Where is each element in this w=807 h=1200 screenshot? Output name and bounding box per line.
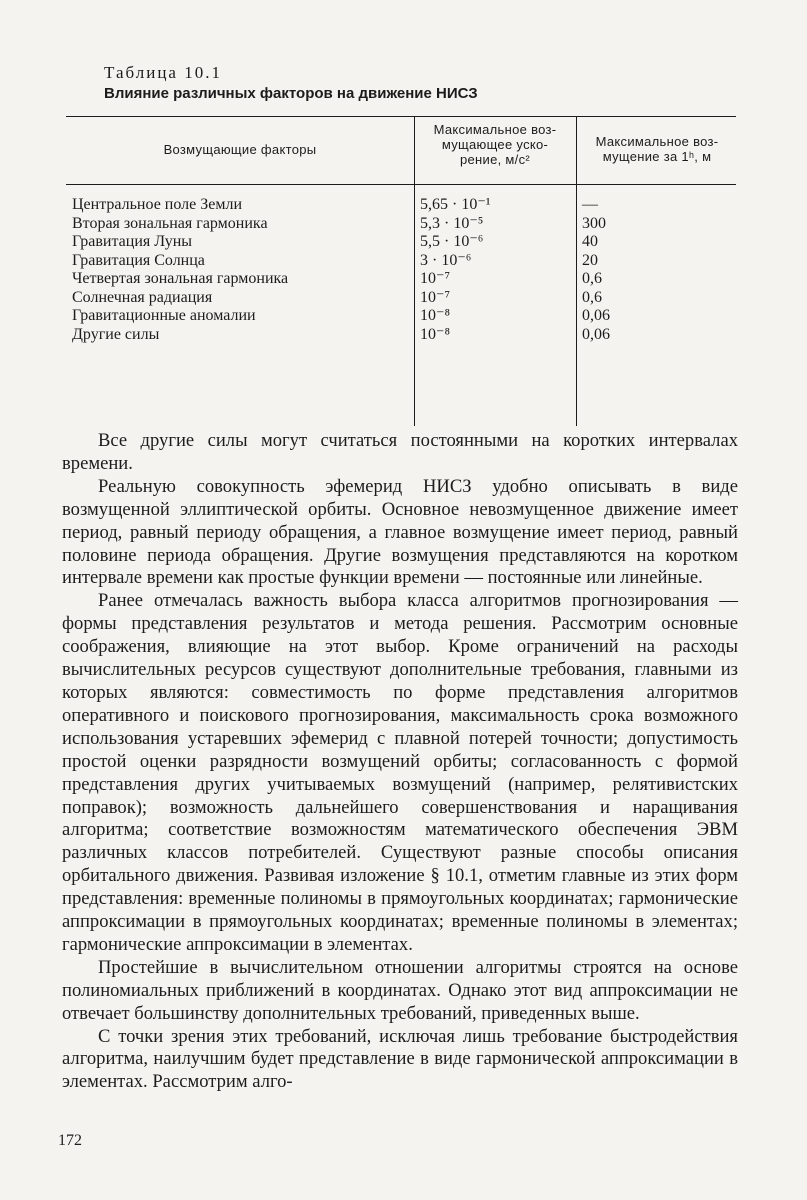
factor-cell: Солнечная радиация <box>72 288 213 306</box>
header-acceleration-line: мущающее уско- <box>441 137 549 152</box>
perturbation-table <box>66 116 736 426</box>
displacement-cell: 20 <box>582 251 598 269</box>
factor-cell: Гравитационные аномалии <box>72 307 256 324</box>
acceleration-cell: 5,3 · 10⁻⁵ <box>420 214 484 232</box>
paragraph: С точки зрения этих требований, исключая лишь требование быстродействия алгоритма, наилучшим будет представление в виде гармонической аппроксимации в элементах. Рассмотрим алго- <box>62 1025 738 1093</box>
displacement-cell: 0,6 <box>582 270 602 287</box>
factor-cell: Четвертая зональная гармоника <box>72 270 289 287</box>
paragraph: Реальную совокупность эфемерид НИСЗ удобно описывать в виде возмущенной эллиптической орбиты. Основное невозмущенное движение имеет период, равный периоду обращения, а главное возмущение имеет период, равный половине периода обращения. Другие возмущения представляются на коротком интервале времени как простые функции времени — постоянные или линейные. <box>62 475 738 589</box>
header-acceleration-line: Максимальное воз- <box>433 122 557 137</box>
displacement-cell: 0,6 <box>582 288 602 306</box>
factor-cell: Вторая зональная гармоника <box>72 214 268 232</box>
displacement-cell: 300 <box>582 214 606 232</box>
paragraph: Ранее отмечалась важность выбора класса алгоритмов прогнозирования — формы представления результатов и метода решения. Рассмотрим основные соображения, влияющие на этот выбор. Кроме ограничений на расходы вычислительных ресурсов существуют дополнительные требования, главными из которых являются: совместимость по форме представления алгоритмов оперативного и поискового прогнозирования, максимальность срока возможного использования устаревших эфемерид с плавной потерей точности; допустимость простой оценки разрядности возмущений орбиты; согласованность с формой представления других учитываемых возмущений (например, релятивистских поправок); возможность дальнейшего совершенствования и наращивания алгоритма; соответствие возможностям математического обеспечения ЭВМ различных классов потребителей. Существуют разные способы описания орбитального движения. Развивая изложение § 10.1, отметим главные из этих форм представления: временные полиномы в прямоугольных координатах; гармонические аппроксимации в прямоугольных координатах; временные полиномы в элементах; гармонические аппроксимации в элементах. <box>62 590 738 955</box>
factor-cell: Гравитация Луны <box>72 233 192 250</box>
table-caption-number: Таблица 10.1 <box>104 63 222 82</box>
header-displacement-line: мущение за 1ʰ, м <box>602 149 712 164</box>
acceleration-cell: 10⁻⁷ <box>420 270 451 287</box>
acceleration-cell: 3 · 10⁻⁶ <box>420 251 472 269</box>
displacement-cell: 0,06 <box>582 325 610 343</box>
acceleration-column <box>420 196 570 344</box>
table-column-divider <box>576 116 577 426</box>
paragraph: Простейшие в вычислительном отношении алгоритмы строятся на основе полиномиальных приближений в координатах. Однако этот вид аппроксимации не отвечает большинству дополнительных требований, приведенных выше. <box>62 956 738 1024</box>
table-header-rule <box>66 184 736 185</box>
header-factors: Возмущающие факторы <box>163 142 317 157</box>
acceleration-cell: 5,5 · 10⁻⁶ <box>420 233 484 250</box>
table-caption-title: Влияние различных факторов на движение НИСЗ <box>104 85 478 102</box>
body-text <box>62 430 738 1094</box>
table-column-divider <box>414 116 415 426</box>
factor-column <box>72 196 412 344</box>
factor-cell: Гравитация Солнца <box>72 251 205 269</box>
acceleration-cell: 10⁻⁸ <box>420 325 451 343</box>
acceleration-cell: 10⁻⁸ <box>420 307 451 324</box>
acceleration-cell: 10⁻⁷ <box>420 288 451 306</box>
header-acceleration-line: рение, м/с² <box>459 152 531 167</box>
header-acceleration <box>416 122 574 167</box>
header-displacement-line: Максимальное воз- <box>595 134 719 149</box>
acceleration-cell: 5,65 · 10⁻¹ <box>420 196 491 213</box>
displacement-cell: 40 <box>582 233 598 250</box>
displacement-column <box>582 196 732 344</box>
table-top-rule <box>66 116 736 117</box>
displacement-cell: — <box>582 196 598 213</box>
factor-cell: Центральное поле Земли <box>72 196 243 213</box>
displacement-cell: 0,06 <box>582 307 610 324</box>
factor-cell: Другие силы <box>72 325 160 343</box>
paragraph: Все другие силы могут считаться постоянными на коротких интервалах времени. <box>62 430 738 474</box>
header-displacement <box>578 134 736 164</box>
page-number: 172 <box>58 1132 82 1149</box>
